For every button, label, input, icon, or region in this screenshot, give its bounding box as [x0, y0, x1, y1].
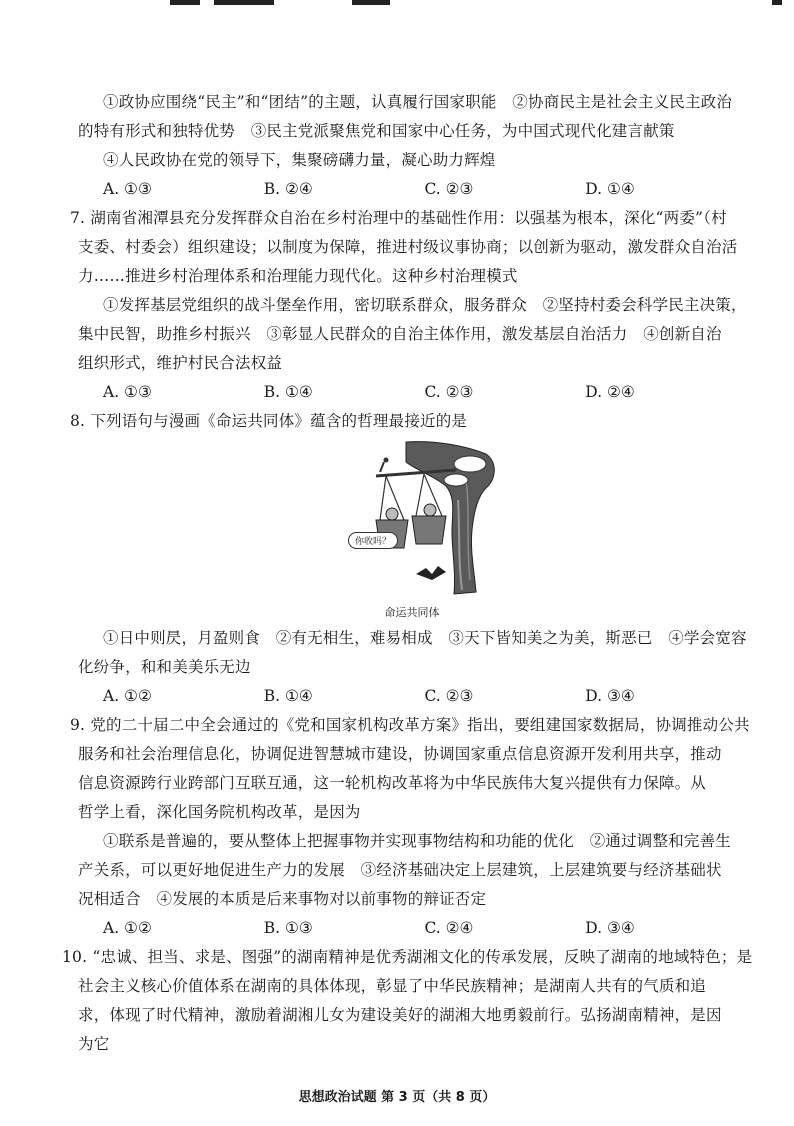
q9-stem-line-2: 服务和社会治理信息化，协调促进智慧城市建设，协调国家重点信息资源开发利用共享，推动 [78, 745, 722, 763]
q6-options [78, 175, 746, 204]
q7-stem-line-1: 7. 湖南省湘潭县充分发挥群众自治在乡村治理中的基础性作用：以强基为根本，深化“两委”（村 [70, 209, 727, 227]
q7-option-c[interactable]: C. ②③ [424, 383, 474, 401]
q8-option-d[interactable]: D. ③④ [585, 687, 635, 705]
q6-items-line-1: ①政协应围绕“民主”和“团结”的主题，认真履行国家职能 ②协商民主是社会主义民主政治 [103, 93, 733, 111]
q9-option-b[interactable]: B. ①③ [263, 919, 313, 937]
q7-items-line-3: 组织形式，维护村民合法权益 [78, 354, 283, 372]
q6-option-c[interactable]: C. ②③ [424, 180, 474, 198]
q6-option-a[interactable]: A. ①③ [103, 180, 152, 198]
q7-option-a[interactable]: A. ①③ [103, 383, 152, 401]
q7-items-line-2: 集中民智，助推乡村振兴 ③彰显人民群众的自治主体作用，激发基层自治活力 ④创新自治 [78, 325, 722, 343]
page-content [62, 88, 753, 1059]
q6-option-d[interactable]: D. ①④ [585, 180, 635, 198]
cartoon-illustration [346, 440, 506, 600]
q9-items-line-1: ①联系是普遍的，要从整体上把握事物并实现事物结构和功能的优化 ②通过调整和完善生 [103, 832, 732, 850]
q8-option-c[interactable]: C. ②③ [424, 687, 474, 705]
q9-options [78, 914, 746, 943]
q9-items-line-3: 况相适合 ④发展的本质是后来事物对以前事物的辩证否定 [78, 890, 487, 908]
q10-stem-line-1: 10. “忠诚、担当、求是、图强”的湖南精神是优秀湖湘文化的传承发展，反映了湖南的地域特色；是 [62, 948, 753, 966]
q8-option-a[interactable]: A. ①② [103, 687, 152, 705]
q10-stem-line-3: 求，体现了时代精神，激励着湖湘儿女为建设美好的湖湘大地勇毅前行。弘扬湖南精神，是因 [78, 1006, 722, 1024]
q8-stem: 8. 下列语句与漫画《命运共同体》蕴含的哲理最接近的是 [70, 412, 468, 430]
q8-option-b[interactable]: B. ①④ [263, 687, 313, 705]
q7-option-d[interactable]: D. ②④ [585, 383, 635, 401]
cartoon-figure [78, 436, 746, 624]
q8-items-line-2: 化纷争，和和美美乐无边 [78, 658, 251, 676]
scan-top-artifact [0, 0, 794, 10]
q7-options [78, 378, 746, 407]
q9-stem-line-1: 9. 党的二十届二中全会通过的《党和国家机构改革方案》指出，要组建国家数据局，协调推动公共 [70, 716, 750, 734]
page-footer: 思想政治试题 第 3 页（共 8 页） [298, 1090, 496, 1105]
q8-options [78, 682, 746, 711]
q7-items-line-1: ①发挥基层党组织的战斗堡垒作用，密切联系群众，服务群众 ②坚持村委会科学民主决策， [103, 296, 747, 314]
scan-corner-artifact [772, 0, 782, 5]
q9-items-line-2: 产关系，可以更好地促进生产力的发展 ③经济基础决定上层建筑，上层建筑要与经济基础状 [78, 861, 722, 879]
q9-option-c[interactable]: C. ②④ [424, 919, 474, 937]
q6-option-b[interactable]: B. ②④ [263, 180, 313, 198]
question-7 [70, 204, 747, 407]
q9-option-a[interactable]: A. ①② [103, 919, 152, 937]
q7-option-b[interactable]: B. ①④ [263, 383, 313, 401]
question-10 [62, 943, 753, 1059]
q6-items-line-2: 的特有形式和独特优势 ③民主党派聚焦党和国家中心任务，为中国式现代化建言献策 [78, 122, 675, 140]
q9-stem-line-4: 哲学上看，深化国务院机构改革，是因为 [78, 803, 361, 821]
q9-stem-line-3: 信息资源跨行业跨部门互联互通，这一轮机构改革将为中华民族伟大复兴提供有力保障。从 [78, 774, 707, 792]
q6-items-line-3: ④人民政协在党的领导下，集聚磅礴力量，凝心助力辉煌 [103, 151, 496, 169]
q7-stem-line-2: 支委、村委会）组织建设；以制度为保障，推进村级议事协商；以创新为驱动，激发群众自治活 [78, 238, 738, 256]
question-8 [70, 407, 747, 711]
q7-stem-line-3: 力……推进乡村治理体系和治理能力现代化。这种乡村治理模式 [78, 267, 518, 285]
question-6 [78, 88, 746, 204]
speech-bubble: 你收吗？ [348, 532, 398, 549]
cartoon-caption: 命运共同体 [384, 606, 440, 619]
question-9 [70, 711, 750, 943]
q8-items-line-1: ①日中则昃，月盈则食 ②有无相生，难易相成 ③天下皆知美之为美，斯恶已 ④学会宽容 [103, 629, 747, 647]
q10-stem-line-2: 社会主义核心价值体系在湖南的具体体现，彰显了中华民族精神；是湖南人共有的气质和追 [78, 977, 707, 995]
q10-stem-line-4: 为它 [78, 1035, 110, 1053]
q9-option-d[interactable]: D. ③④ [585, 919, 635, 937]
